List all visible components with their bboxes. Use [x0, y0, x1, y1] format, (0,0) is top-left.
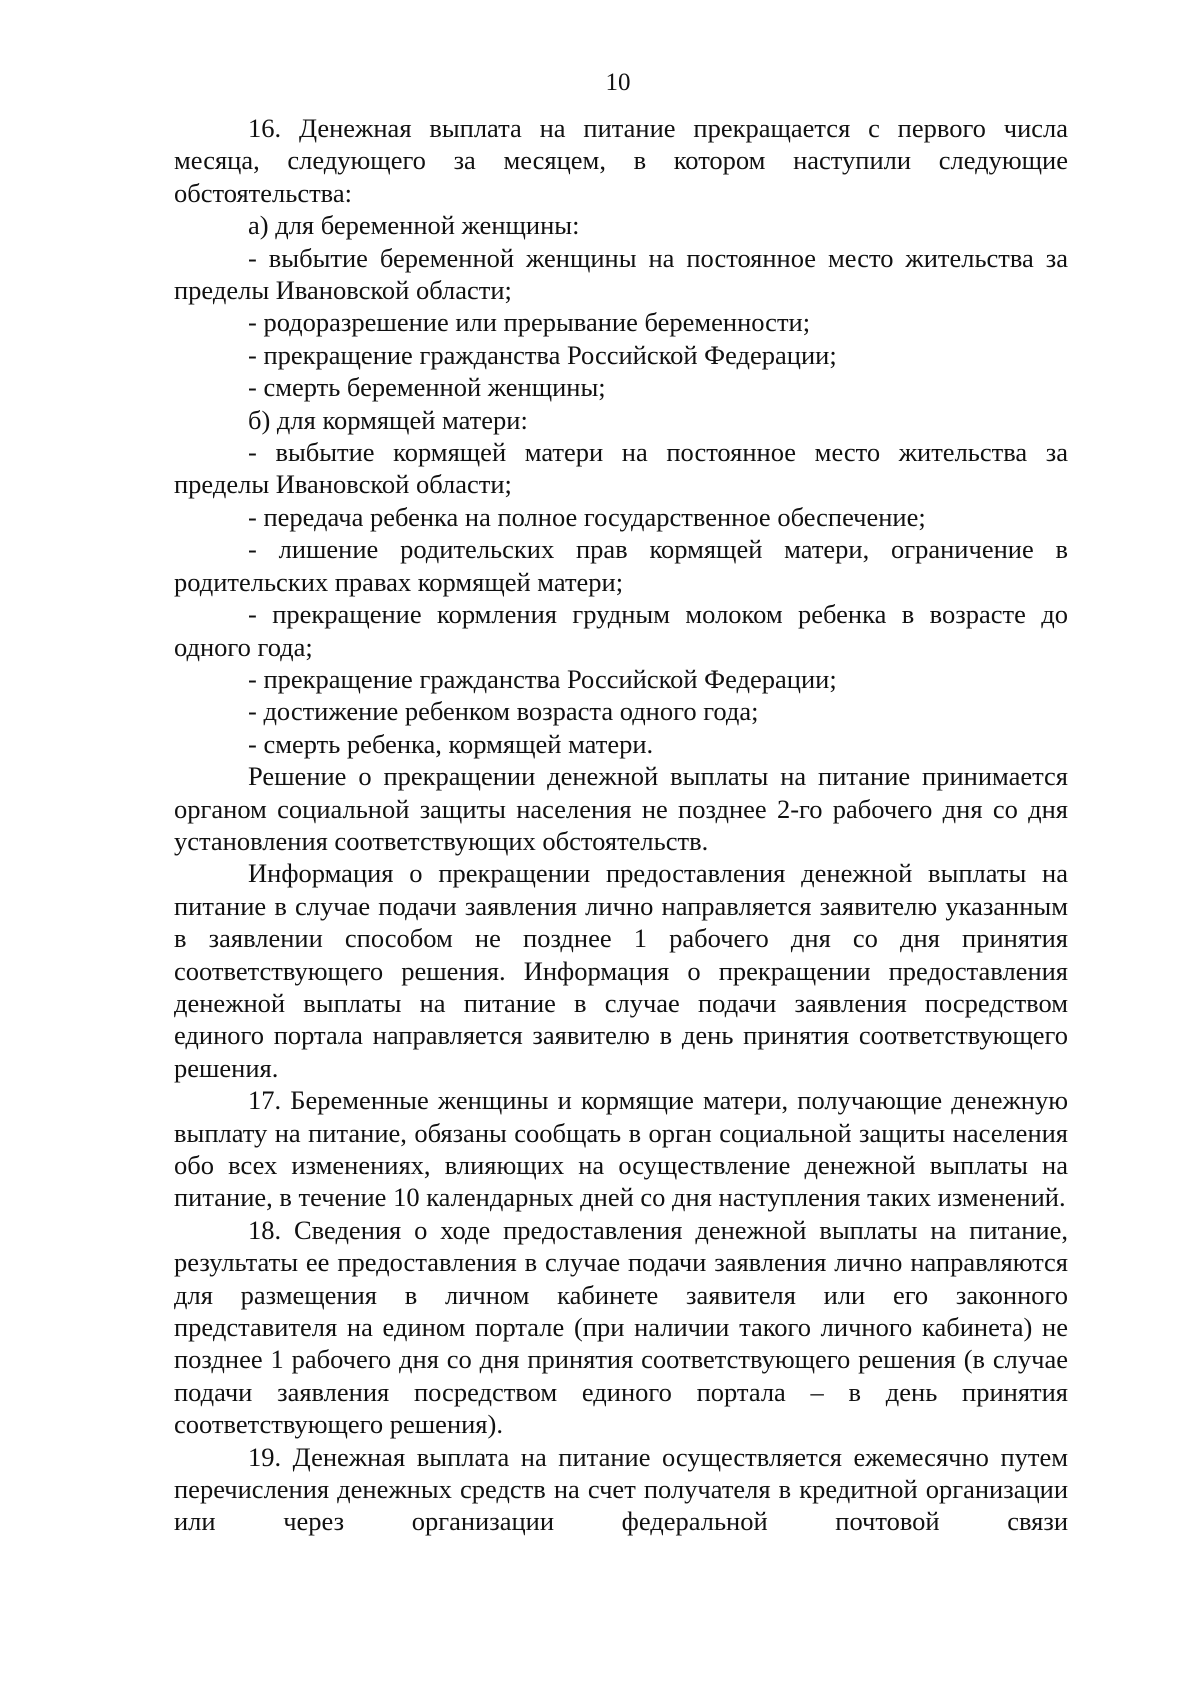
- paragraph-17: 17. Беременные женщины и кормящие матери, получающие денежную выплату на питание, обязаны сообщать в орган социальной защиты населения обо всех изменениях, влияющих на осуществление денежной выплаты на питание, в течение 10 календарных дней со дня наступления таких изменений.: [174, 1085, 1068, 1213]
- list-item: - передача ребенка на полное государственное обеспечение;: [248, 501, 926, 532]
- list-item: - прекращение кормления грудным молоком ребенка в возрасте до одного года;: [174, 599, 1068, 662]
- paragraph-decision: Решение о прекращении денежной выплаты на питание принимается органом социальной защиты населения не позднее 2-го рабочего дня со дня установления соответствующих обстоятельств.: [174, 761, 1068, 856]
- list-item: - смерть беременной женщины;: [248, 372, 606, 403]
- subheading-pregnant-woman: а) для беременной женщины:: [248, 210, 580, 241]
- list-item: - смерть ребенка, кормящей матери.: [248, 728, 654, 759]
- paragraph-18: 18. Сведения о ходе предоставления денежной выплаты на питание, результаты ее предоставления в случае подачи заявления лично направляются для размещения в личном кабинете заявителя или его законного представителя на едином портале (при наличии такого личного кабинета) не позднее 1 рабочего дня со дня принятия соответствующего решения (в случае подачи заявления посредством единого портала – в день принятия соответствующего решения).: [174, 1214, 1068, 1440]
- paragraph-16-intro: 16. Денежная выплата на питание прекращается с первого числа месяца, следующего за месяцем, в котором наступили следующие обстоятельства:: [174, 113, 1068, 208]
- list-item: - достижение ребенком возраста одного года;: [248, 696, 759, 727]
- subheading-nursing-mother: б) для кормящей матери:: [248, 404, 528, 435]
- page-number: 10: [605, 69, 631, 96]
- list-item: - лишение родительских прав кормящей матери, ограничение в родительских правах кормящей матери;: [174, 534, 1068, 597]
- list-item: - выбытие беременной женщины на постоянное место жительства за пределы Ивановской области;: [174, 242, 1068, 306]
- list-item: - выбытие кормящей матери на постоянное место жительства за пределы Ивановской области;: [174, 437, 1068, 500]
- list-item: - родоразрешение или прерывание беременности;: [248, 307, 811, 338]
- paragraph-19: 19. Денежная выплата на питание осуществляется ежемесячно путем перечисления денежных средств на счет получателя в кредитной организации или через организации федеральной почтовой связи: [174, 1441, 1068, 1537]
- paragraph-information: Информация о прекращении предоставления денежной выплаты на питание в случае подачи заявления лично направляется заявителю указанным в заявлении способом не позднее 1 рабочего дня со дня принятия соответствующего решения. Информация о прекращении предоставления денежной выплаты на питание в случае подачи заявления посредством единого портала направляется заявителю в день принятия соответствующего решения.: [174, 858, 1068, 1083]
- list-item: - прекращение гражданства Российской Федерации;: [248, 663, 837, 694]
- document-page: [174, 68, 1068, 1538]
- list-item: - прекращение гражданства Российской Федерации;: [248, 339, 837, 370]
